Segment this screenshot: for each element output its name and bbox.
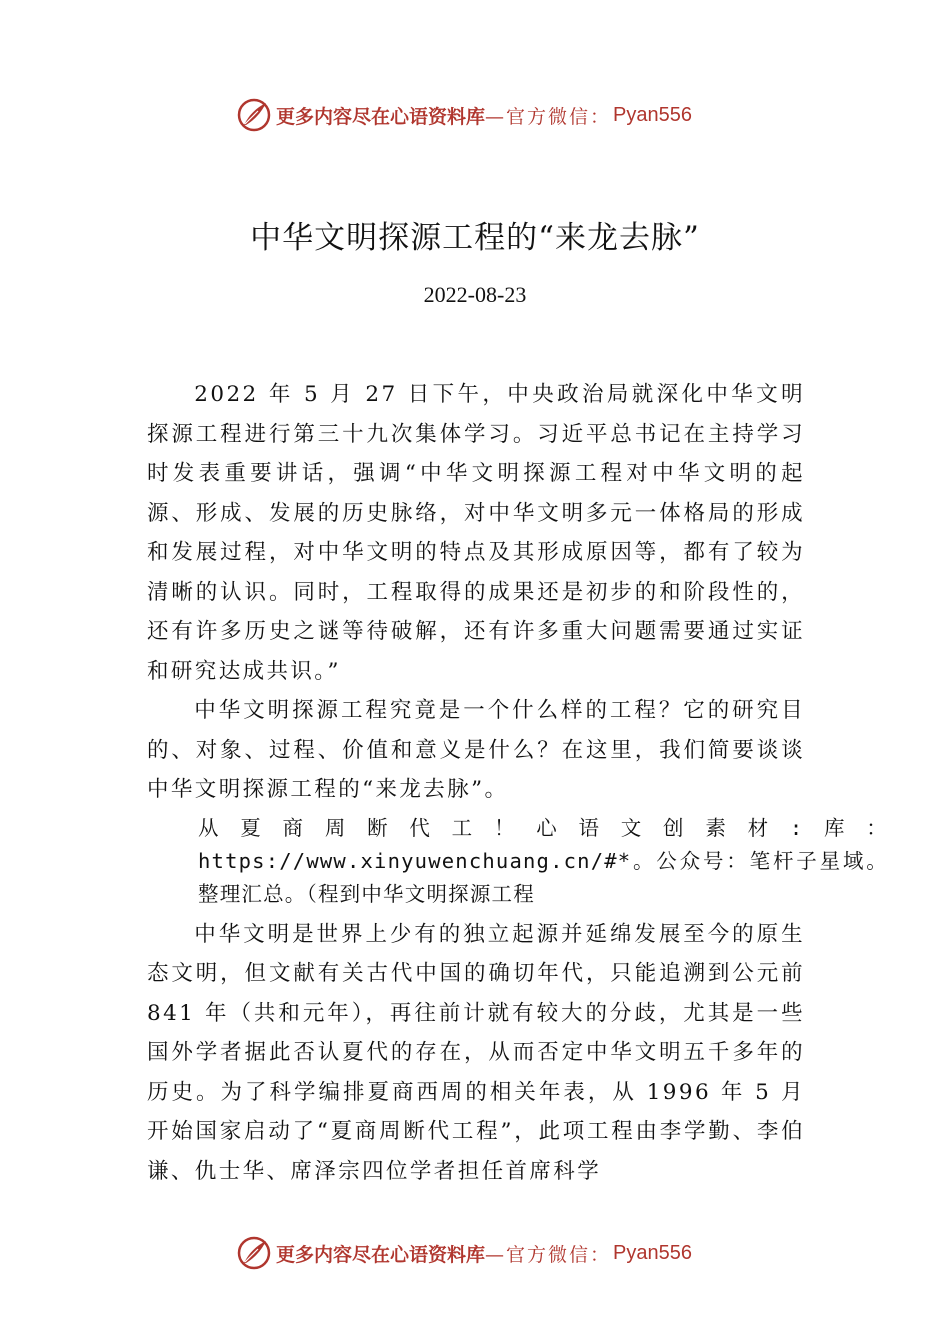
banner-wechat-id: Pyan556 — [613, 1241, 692, 1264]
document-date: 2022-08-23 — [423, 282, 527, 307]
inserted-note: 从夏商周断代工！心语文创素材:库：https://www.xinyuwenchuang.cn/#*。公众号：笔杆子星域。整理汇总。（程到中华文明探源工程 — [198, 815, 888, 906]
feather-pen-circle-icon — [236, 1235, 272, 1271]
banner-official-label: —官方微信： — [485, 105, 612, 128]
document-title: 中华文明探源工程的“来龙去脉” — [250, 220, 700, 256]
footer-banner — [236, 1233, 756, 1273]
header-banner — [236, 95, 756, 135]
paragraph: 2022 年 5 月 27 日下午，中央政治局就深化中华文明探源工程进行第三十九次集体学习。习近平总书记在主持学习时发表重要讲话，强调“中华文明探源工程对中华文明的起源、形成、发展的历史脉络，对中华文明多元一体格局的形成和发展过程，对中华文明的特点及其形成原因等，都有了较为清晰的认识。同时，工程取得的成果还是初步的和阶段性的，还有许多历史之谜等待破解，还有许多重大问题需要通过实证和研究达成共识。” — [147, 382, 805, 684]
paragraph: 中华文明是世界上少有的独立起源并延绵发展至今的原生态文明，但文献有关古代中国的确切年代，只能追溯到公元前 841 年（共和元年），再往前计就有较大的分歧，尤其是一些国外学者据此否认夏代的存在，从而否定中华文明五千多年的历史。为了科学编排夏商西周的相关年表，从 1996 年 5 月开始国家启动了“夏商周断代工程”，此项工程由李学勤、李伯谦、仇士华、席泽宗四位学者担任首席科学 — [147, 921, 805, 1184]
banner-wechat-id: Pyan556 — [613, 103, 692, 126]
paragraph: 中华文明探源工程究竟是一个什么样的工程？它的研究目的、对象、过程、价值和意义是什么？在这里，我们简要谈谈中华文明探源工程的“来龙去脉”。 — [147, 698, 805, 802]
banner-promo-text: 更多内容尽在心语资料库 — [276, 1243, 486, 1266]
feather-pen-circle-icon — [236, 97, 272, 133]
document-body — [147, 375, 888, 1191]
banner-promo-text: 更多内容尽在心语资料库 — [276, 105, 486, 128]
banner-official-label: —官方微信： — [485, 1243, 612, 1266]
